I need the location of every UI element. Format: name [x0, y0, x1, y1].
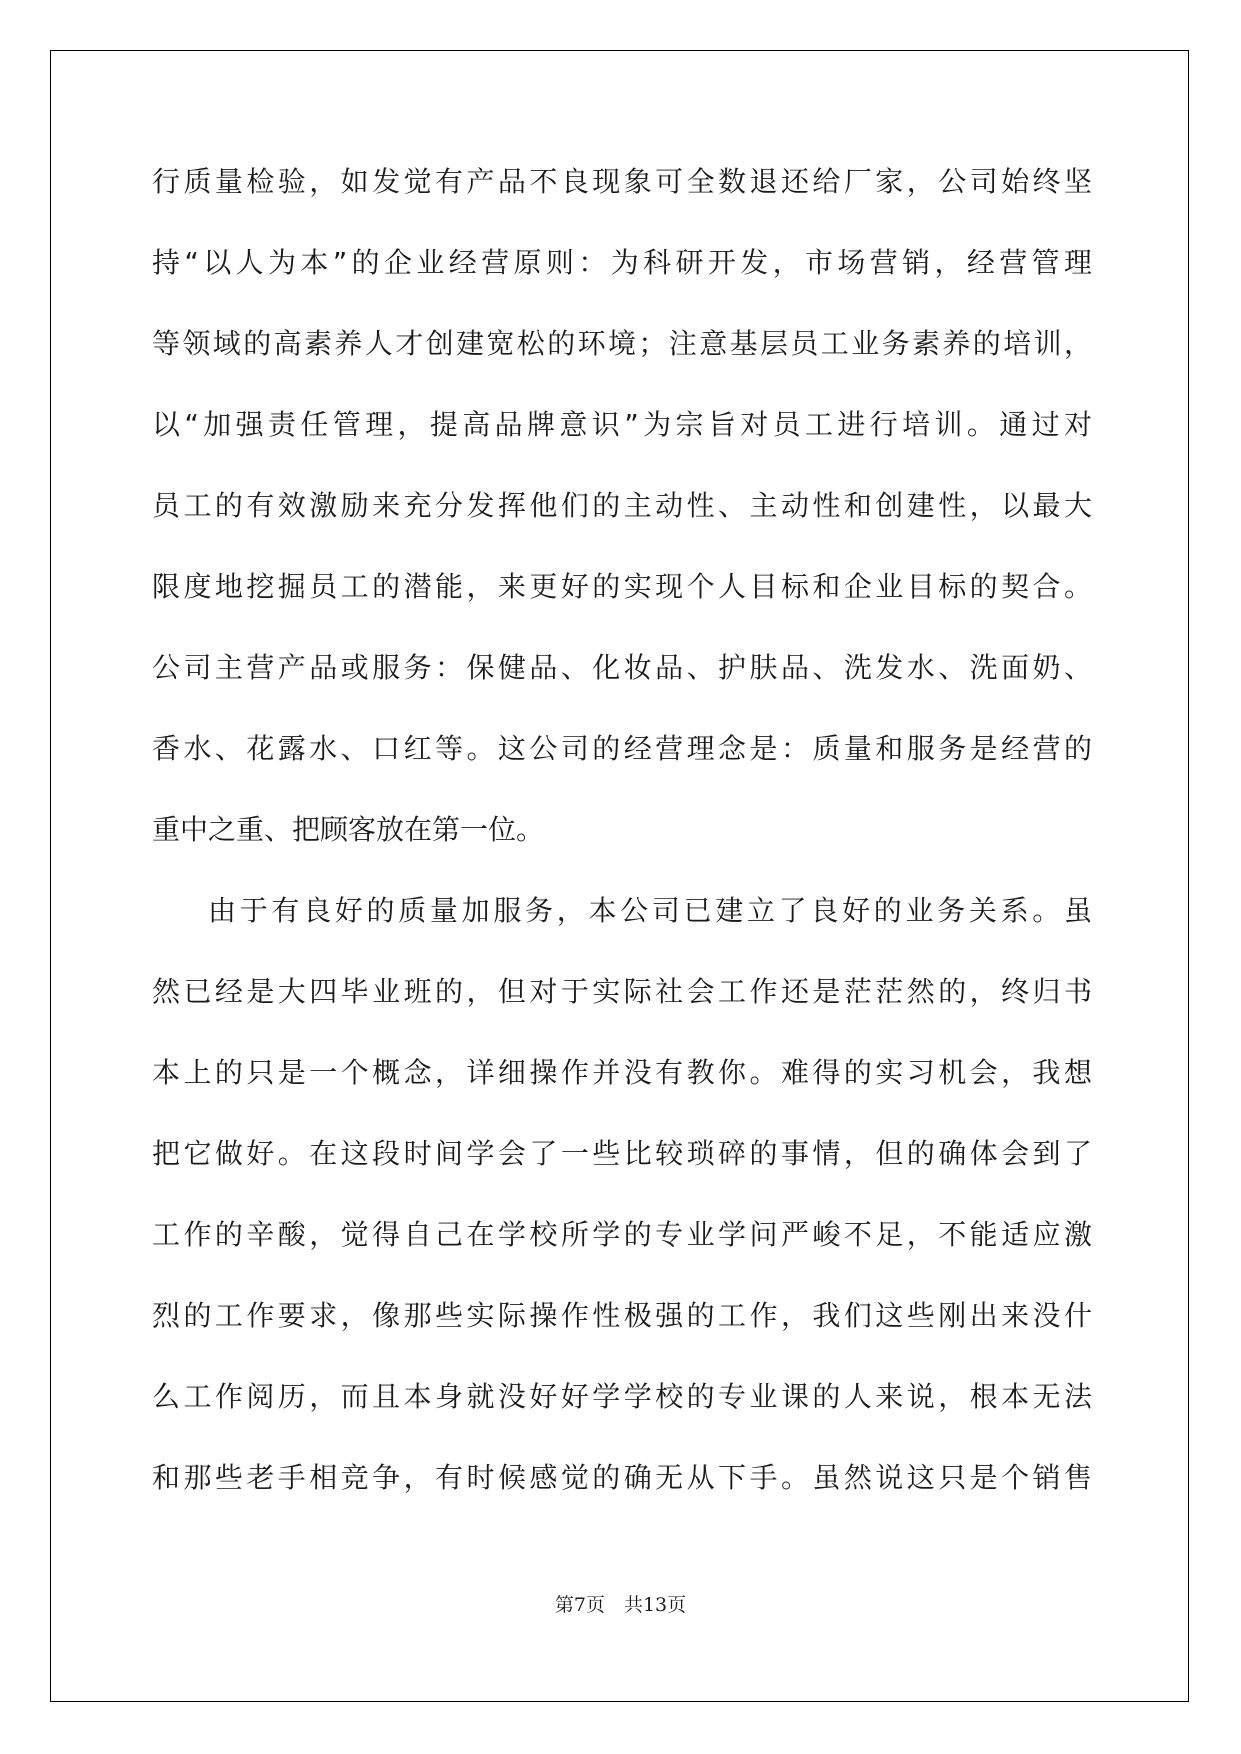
text-line: 等领域的高素养人才创建宽松的环境；注意基层员工业务素养的培训，: [152, 327, 1092, 360]
text-line: 香水、花露水、口红等。这公司的经营理念是：质量和服务是经营的: [152, 732, 1092, 765]
text-line: 以“加强责任管理，提高品牌意识”为宗旨对员工进行培训。通过对: [152, 408, 1092, 441]
page-number-footer: 第7页 共13页: [554, 1594, 687, 1616]
text-line: 工作的辛酸，觉得自己在学校所学的专业学问严峻不足，不能适应激: [152, 1218, 1092, 1251]
document-body: [152, 162, 1092, 1539]
text-line: 然已经是大四毕业班的，但对于实际社会工作还是茫茫然的，终归书: [152, 975, 1092, 1008]
text-line: 把它做好。在这段时间学会了一些比较琐碎的事情，但的确体会到了: [152, 1137, 1092, 1170]
text-line: 本上的只是一个概念，详细操作并没有教你。难得的实习机会，我想: [152, 1056, 1092, 1089]
text-line: 么工作阅历，而且本身就没好好学学校的专业课的人来说，根本无法: [152, 1380, 1092, 1413]
text-line: 限度地挖掘员工的潜能，来更好的实现个人目标和企业目标的契合。: [152, 570, 1092, 603]
text-line: 重中之重、把顾客放在第一位。: [152, 813, 545, 846]
text-line: 行质量检验，如发觉有产品不良现象可全数退还给厂家，公司始终坚: [152, 165, 1092, 198]
text-line: 和那些老手相竞争，有时候感觉的确无从下手。虽然说这只是个销售: [152, 1461, 1092, 1494]
text-line: 公司主营产品或服务：保健品、化妆品、护肤品、洗发水、洗面奶、: [152, 651, 1092, 684]
paragraph-start-line: 由于有良好的质量加服务，本公司已建立了良好的业务关系。虽: [208, 894, 1092, 927]
text-line: 烈的工作要求，像那些实际操作性极强的工作，我们这些刚出来没什: [152, 1299, 1092, 1332]
text-line: 员工的有效激励来充分发挥他们的主动性、主动性和创建性，以最大: [152, 489, 1092, 522]
text-line: 持“以人为本”的企业经营原则：为科研开发，市场营销，经营管理: [152, 246, 1092, 279]
